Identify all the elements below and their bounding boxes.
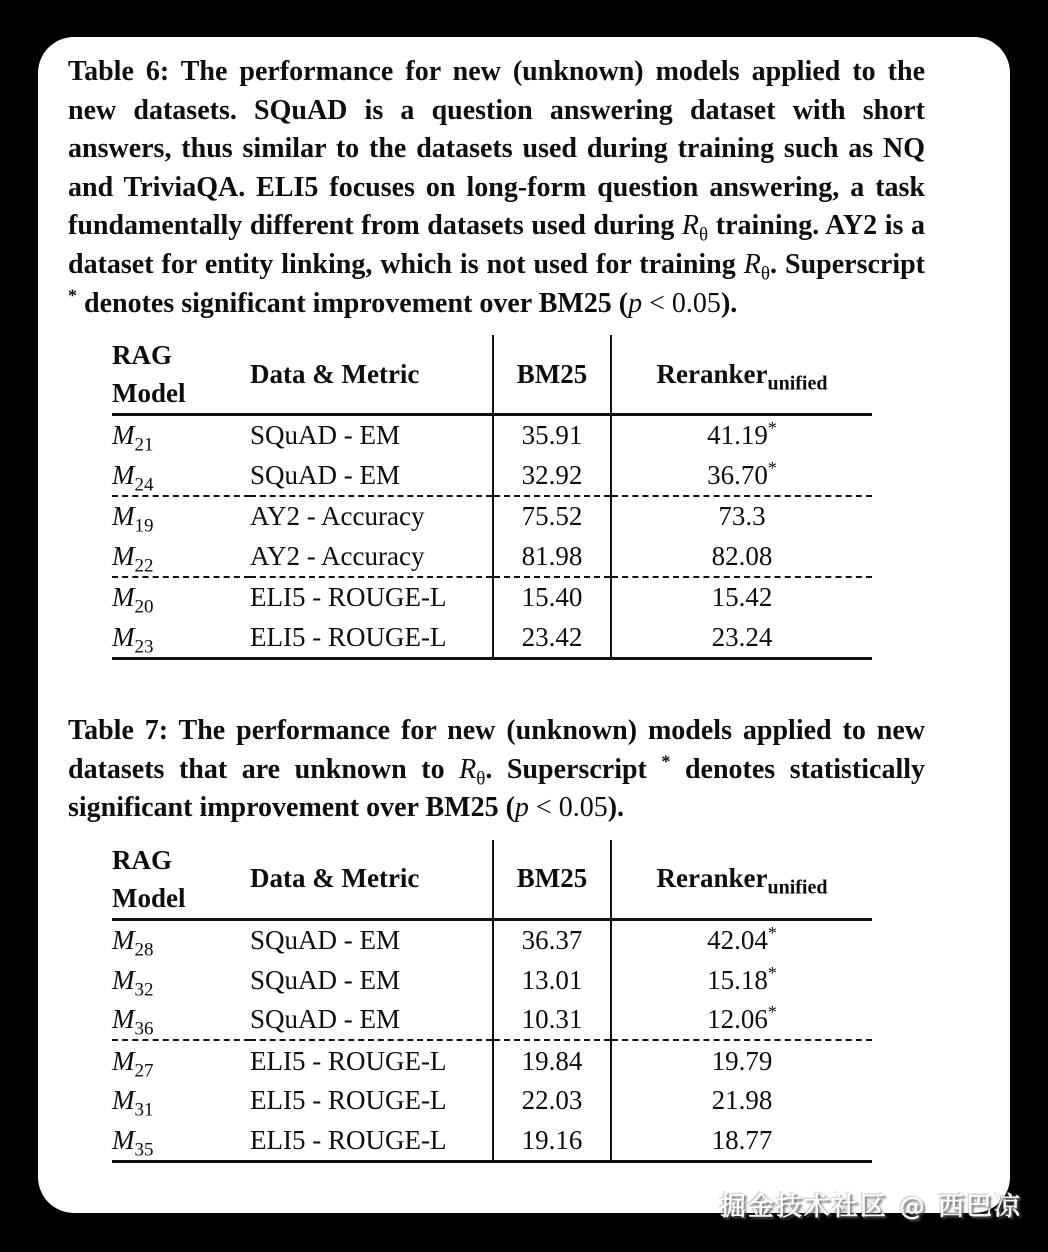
reranker-value-cell: 15.42 [711, 582, 773, 613]
table-row [112, 1000, 872, 1041]
data-metric-cell: SQuAD - EM [250, 420, 401, 451]
bm25-value-cell: 75.52 [493, 496, 611, 537]
caption-text: p [628, 287, 643, 319]
table-header [112, 335, 872, 415]
table7-caption [68, 712, 925, 828]
data-metric-cell: ELI5 - ROUGE-L [250, 1045, 447, 1076]
data-metric-cell: SQuAD - EM [250, 964, 401, 995]
data-metric-cell: SQuAD - EM [250, 925, 401, 956]
header-model-line: Model [112, 378, 186, 409]
header-bm25: BM25 [493, 840, 611, 920]
superscript-star: * [68, 285, 77, 306]
header-reranker: Reranker$_{unified}$ [611, 335, 872, 415]
table-row [112, 496, 872, 537]
table-row [112, 1120, 872, 1161]
bm25-value-cell: 19.16 [493, 1120, 611, 1161]
data-metric-cell: SQuAD - EM [250, 456, 493, 497]
table-row [112, 960, 872, 1000]
data-metric-cell: ELI5 - ROUGE-L [250, 1120, 493, 1161]
caption-text: p [514, 792, 529, 824]
table-header [112, 840, 872, 920]
model-cell: $M_{22}$ [112, 537, 250, 578]
math-variable: $R_\theta$ [459, 753, 486, 790]
header-reranker: Reranker$_{unified}$ [611, 840, 872, 920]
data-metric-cell: ELI5 - ROUGE-L [250, 618, 493, 659]
reranker-value-cell: 23.24 [611, 618, 872, 659]
paper-card [38, 37, 1010, 1213]
table-body [112, 919, 872, 1161]
caption-text: training. AY2 is a dataset for entity linking, which is not used for training [68, 210, 925, 280]
table6-caption [68, 53, 925, 323]
table7 [112, 840, 872, 1163]
bm25-value-cell: 19.84 [493, 1040, 611, 1081]
header-row [112, 840, 872, 920]
bm25-value-cell: 10.31 [493, 1000, 611, 1041]
table-row [112, 577, 872, 618]
header-model-line: Model [112, 882, 186, 913]
header-rag-model [112, 335, 250, 415]
caption-text: denotes statistically significant improvement over BM25 ( [68, 753, 926, 824]
model-cell: $M_{28}$ [112, 925, 154, 961]
model-cell: $M_{35}$ [112, 1120, 250, 1161]
reranker-value-cell: 19.79 [711, 1045, 773, 1076]
caption-text: . Superscript [769, 248, 926, 280]
reranker-value-cell: 18.77 [611, 1120, 872, 1161]
header-rag-line: RAG [112, 340, 172, 371]
data-metric-cell: SQuAD - EM [250, 1000, 493, 1041]
model-cell: $M_{23}$ [112, 618, 250, 659]
table-row [112, 1081, 872, 1121]
header-bm25: BM25 [493, 335, 611, 415]
bm25-value-cell: 15.40 [493, 577, 611, 618]
reranker-value-cell: 41.19* [707, 418, 777, 451]
bm25-value-cell: 35.91 [493, 415, 611, 456]
model-cell: $M_{24}$ [112, 456, 250, 497]
header-rag-model [112, 840, 250, 920]
table-row [112, 456, 872, 497]
caption-text: Table 6: The performance for new (unknown) models applied to the new datasets. SQuAD is a question answering dataset with short answers, thus similar to the datasets used during training such as NQ and TriviaQA. ELI5 focuses on long-form question answering, a task fundamentally different from datasets used during [68, 56, 925, 242]
table6 [112, 335, 872, 660]
data-metric-cell: AY2 - Accuracy [250, 501, 425, 532]
data-metric-cell: ELI5 - ROUGE-L [250, 1085, 447, 1116]
reranker-value-cell: 15.18* [707, 962, 777, 995]
header-rag-line: RAG [112, 844, 172, 875]
table-row [112, 618, 872, 659]
reranker-value-cell: 42.04* [707, 923, 777, 956]
model-cell: $M_{32}$ [112, 964, 154, 1001]
bm25-value-cell: 22.03 [493, 1081, 611, 1121]
caption-text: < 0.05 [642, 287, 721, 319]
model-cell: $M_{27}$ [112, 1045, 154, 1082]
reranker-value-cell: 21.98 [711, 1085, 773, 1116]
bm25-value-cell: 36.37 [493, 919, 611, 960]
model-cell: $M_{36}$ [112, 1000, 250, 1041]
reranker-value-cell: 82.08 [611, 537, 872, 578]
bm25-value-cell: 23.42 [493, 618, 611, 659]
data-metric-cell: ELI5 - ROUGE-L [250, 582, 447, 613]
table-row [112, 919, 872, 960]
watermark: 掘金技术社区 @ 西巴凉 [719, 1192, 1022, 1222]
header-data-metric: Data & Metric [250, 840, 493, 920]
caption-text: < 0.05 [528, 792, 608, 824]
bm25-value-cell: 13.01 [493, 960, 611, 1000]
caption-text: ). [720, 287, 738, 319]
data-metric-cell: AY2 - Accuracy [250, 537, 493, 578]
model-cell: $M_{31}$ [112, 1085, 154, 1121]
table-row [112, 537, 872, 578]
math-variable: $R_\theta$ [743, 248, 770, 285]
caption-text: ). [607, 792, 625, 824]
superscript-star: * [661, 751, 671, 772]
header-data-metric: Data & Metric [250, 335, 493, 415]
table-row [112, 415, 872, 456]
caption-text: Table 7: The performance for new (unknown) models applied to new datasets that are unknown to [68, 715, 925, 785]
caption-text: denotes significant improvement over BM25 ( [77, 287, 629, 319]
header-row [112, 335, 872, 415]
bm25-value-cell: 32.92 [493, 456, 611, 497]
table-row [112, 1040, 872, 1081]
reranker-value-cell: 73.3 [718, 501, 766, 532]
model-cell: $M_{21}$ [112, 420, 154, 456]
caption-text: . Superscript [485, 753, 662, 785]
table-body [112, 415, 872, 659]
model-cell: $M_{20}$ [112, 582, 154, 618]
bm25-value-cell: 81.98 [493, 537, 611, 578]
math-variable: $R_\theta$ [681, 210, 709, 246]
reranker-value-cell: 12.06* [611, 1000, 872, 1041]
model-cell: $M_{19}$ [112, 501, 154, 537]
reranker-value-cell: 36.70* [611, 456, 872, 497]
